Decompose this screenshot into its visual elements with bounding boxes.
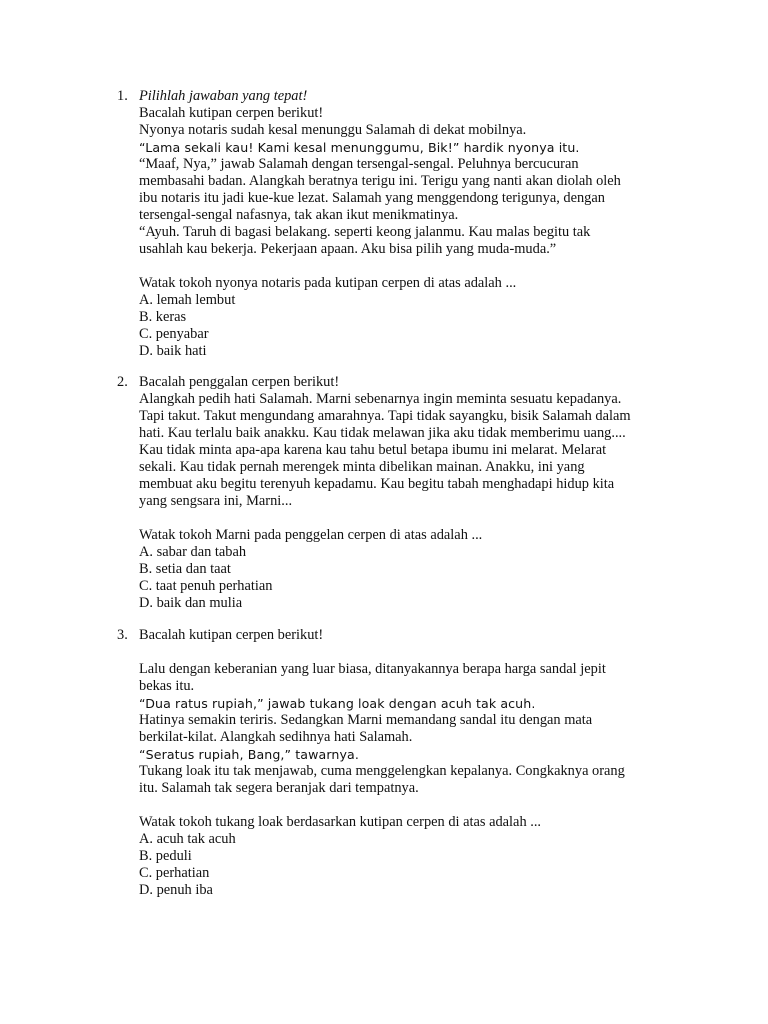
passage-line: Kau tidak minta apa-apa karena kau tahu betul betapa ibumu ini melarat. Melarat — [139, 442, 607, 458]
spacer — [139, 644, 699, 661]
passage-line: Tapi takut. Takut mengundang amarahnya. Tapi tidak sayangku, bisik Salamah dalam — [139, 408, 631, 424]
answer-option-c[interactable]: C. penyabar — [139, 326, 209, 342]
question-prompt: Watak tokoh tukang loak berdasarkan kutipan cerpen di atas adalah ... — [139, 814, 542, 830]
question-heading: Bacalah kutipan cerpen berikut! — [139, 627, 324, 643]
passage-line: “Dua ratus rupiah,” jawab tukang loak dengan acuh tak acuh. — [139, 696, 536, 711]
spacer — [139, 510, 699, 527]
passage-line: usahlah kau bekerja. Pekerjaan apaan. Aku bisa pilih yang muda-muda.” — [139, 241, 557, 257]
passage-line: Nyonya notaris sudah kesal menunggu Salamah di dekat mobilnya. — [139, 122, 527, 138]
answer-option-b[interactable]: B. keras — [139, 309, 187, 325]
answer-option-d[interactable]: D. penuh iba — [139, 882, 213, 898]
answer-option-d[interactable]: D. baik dan mulia — [139, 595, 243, 611]
passage-line: Tukang loak itu tak menjawab, cuma menggelengkan kepalanya. Congkaknya orang — [139, 763, 625, 779]
passage-line: itu. Salamah tak segera beranjak dari tempatnya. — [139, 780, 419, 796]
answer-option-a[interactable]: A. sabar dan tabah — [139, 544, 247, 560]
answer-option-c[interactable]: C. perhatian — [139, 865, 210, 881]
passage-line: “Ayuh. Taruh di bagasi belakang. seperti keong jalanmu. Kau malas begitu tak — [139, 224, 591, 240]
passage-line: sekali. Kau tidak pernah merengek minta dibelikan mainan. Anakku, ini yang — [139, 459, 585, 475]
answer-option-a[interactable]: A. lemah lembut — [139, 292, 236, 308]
question-body — [139, 88, 699, 360]
passage-line: ibu notaris itu jadi kue-kue lezat. Salamah yang menggendong terigunya, dengan — [139, 190, 605, 206]
answer-option-b[interactable]: B. setia dan taat — [139, 561, 231, 577]
answer-option-c[interactable]: C. taat penuh perhatian — [139, 578, 273, 594]
passage-line: berkilat-kilat. Alangkah sedihnya hati Salamah. — [139, 729, 413, 745]
passage-line: “Lama sekali kau! Kami kesal menunggumu, Bik!” hardik nyonya itu. — [139, 140, 580, 155]
passage-line: membuat aku begitu terenyuh kepadamu. Kau begitu tabah menghadapi hidup kita — [139, 476, 615, 492]
question-instruction: Pilihlah jawaban yang tepat! — [139, 88, 308, 104]
passage-line: yang sengsara ini, Marni... — [139, 493, 293, 509]
passage-line: Bacalah penggalan cerpen berikut! — [139, 374, 340, 390]
question-prompt: Watak tokoh nyonya notaris pada kutipan cerpen di atas adalah ... — [139, 275, 517, 291]
question-body — [139, 627, 699, 899]
passage-line: “Seratus rupiah, Bang,” tawarnya. — [139, 747, 359, 762]
spacer — [139, 258, 699, 275]
passage-line: Hatinya semakin teriris. Sedangkan Marni memandang sandal itu dengan mata — [139, 712, 593, 728]
answer-option-d[interactable]: D. baik hati — [139, 343, 207, 359]
passage-line: Bacalah kutipan cerpen berikut! — [139, 105, 324, 121]
passage-line: bekas itu. — [139, 678, 195, 694]
passage-line: Lalu dengan keberanian yang luar biasa, ditanyakannya berapa harga sandal jepit — [139, 661, 606, 677]
question-number: 1. — [117, 88, 128, 104]
question-number: 3. — [117, 627, 128, 643]
question-prompt: Watak tokoh Marni pada penggelan cerpen di atas adalah ... — [139, 527, 483, 543]
passage-line: Alangkah pedih hati Salamah. Marni sebenarnya ingin meminta sesuatu kepadanya. — [139, 391, 622, 407]
passage-line: hati. Kau terlalu baik anakku. Kau tidak melawan jika aku tidak memberimu uang.... — [139, 425, 626, 441]
answer-option-a[interactable]: A. acuh tak acuh — [139, 831, 236, 847]
answer-option-b[interactable]: B. peduli — [139, 848, 192, 864]
question-number: 2. — [117, 374, 128, 390]
passage-line: tersengal-sengal nafasnya, tak akan ikut menikmatinya. — [139, 207, 459, 223]
passage-line: “Maaf, Nya,” jawab Salamah dengan tersengal-sengal. Peluhnya bercucuran — [139, 156, 579, 172]
spacer — [139, 797, 699, 814]
passage-line: membasahi badan. Alangkah beratnya terigu ini. Terigu yang nanti akan diolah oleh — [139, 173, 621, 189]
question-body — [139, 374, 699, 612]
